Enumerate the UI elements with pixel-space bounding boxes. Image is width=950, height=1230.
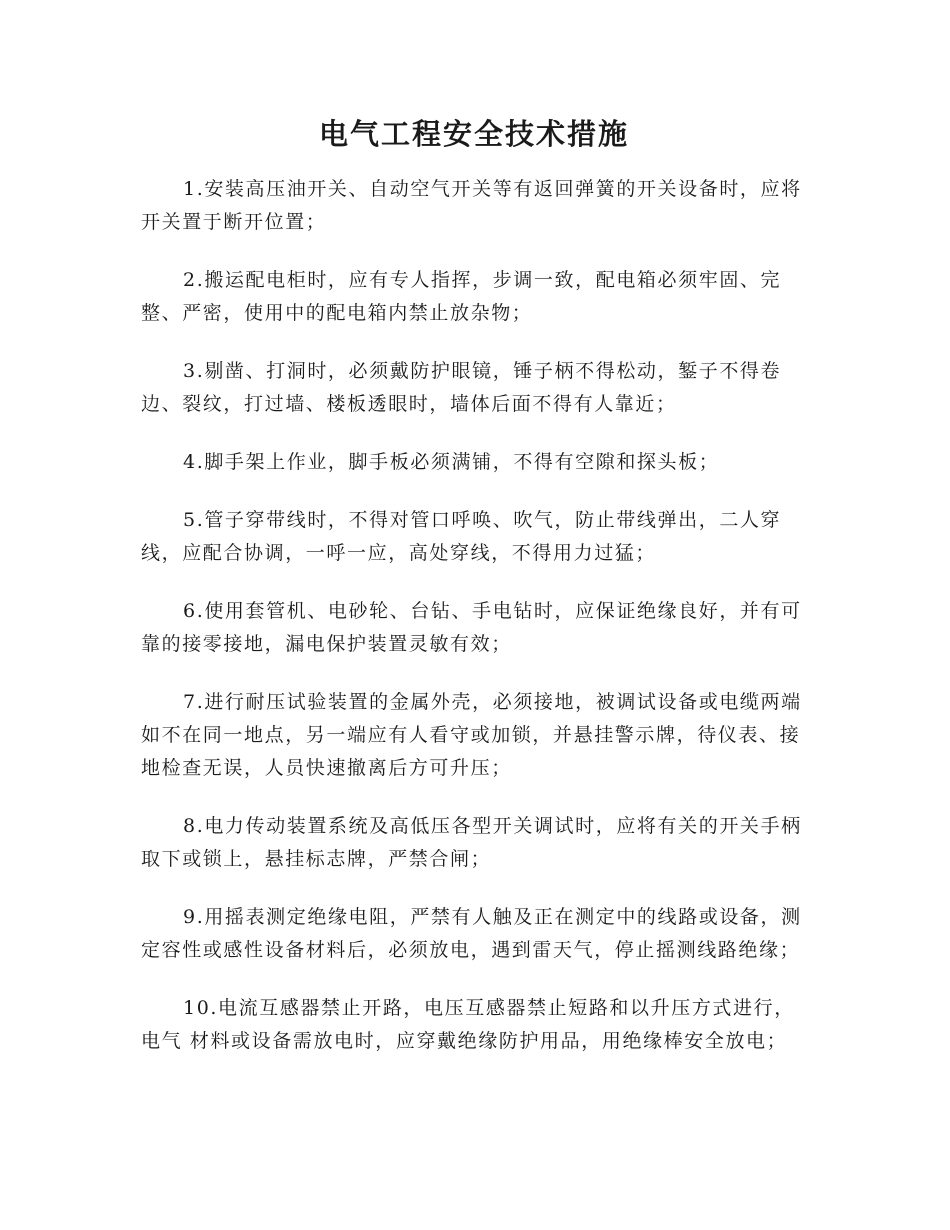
safety-measure-10: 10.电流互感器禁止开路，电压互感器禁止短路和以升压方式进行，电气 材料或设备需放电时，应穿戴绝缘防护用品，用绝缘棒安全放电； — [141, 997, 795, 1052]
safety-measure-3: 3.剔凿、打洞时，必须戴防护眼镜，锤子柄不得松动，錾子不得卷边、裂纹，打过墙、楼板透眼时，墙体后面不得有人靠近； — [141, 360, 782, 415]
safety-measure-1: 1.安装高压油开关、自动空气开关等有返回弹簧的开关设备时，应将开关置于断开位置； — [141, 178, 802, 233]
safety-measure-6: 6.使用套管机、电砂轮、台钻、手电钻时，应保证绝缘良好，并有可靠的接零接地，漏电保护装置灵敏有效； — [141, 600, 802, 655]
safety-measure-9: 9.用摇表测定绝缘电阻，严禁有人触及正在测定中的线路或设备，测定容性或感性设备材料后，必须放电，遇到雷天气，停止摇测线路绝缘； — [141, 906, 802, 961]
document-title: 电气工程安全技术措施 — [318, 117, 629, 151]
safety-measures-list — [141, 173, 802, 1058]
safety-measure-4: 4.脚手架上作业，脚手板必须满铺，不得有空隙和探头板； — [183, 451, 720, 473]
safety-measure-5: 5.管子穿带线时，不得对管口呼唤、吹气，防止带线弹出，二人穿线，应配合协调，一呼一应，高处穿线，不得用力过猛； — [141, 509, 782, 564]
safety-measure-7: 7.进行耐压试验装置的金属外壳，必须接地，被调试设备或电缆两端如不在同一地点，另一端应有人看守或加锁，并悬挂警示牌，待仪表、接地检查无误，人员快速撤离后方可升压； — [141, 691, 802, 779]
safety-measure-2: 2.搬运配电柜时，应有专人指挥，步调一致，配电箱必须牢固、完整、严密，使用中的配电箱内禁止放杂物； — [141, 269, 782, 324]
safety-measure-8: 8.电力传动装置系统及高低压各型开关调试时，应将有关的开关手柄取下或锁上，悬挂标志牌，严禁合闸； — [141, 815, 802, 870]
